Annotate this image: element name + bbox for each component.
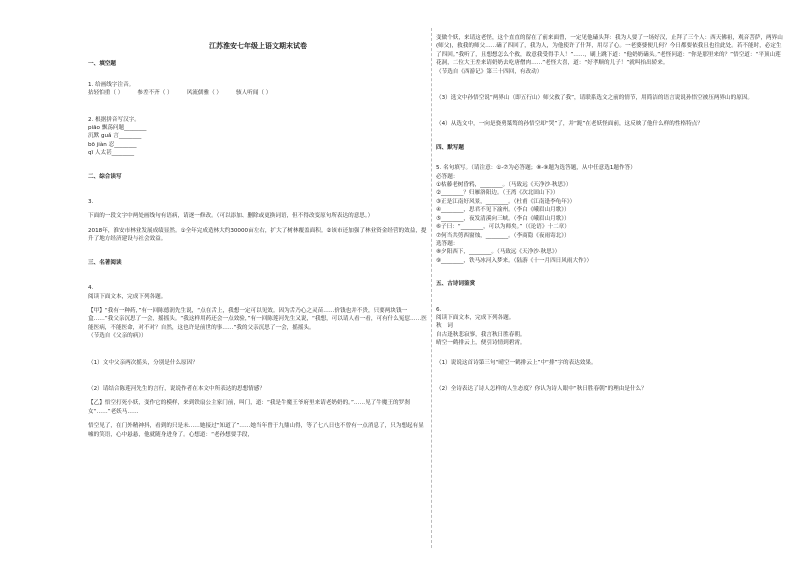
question-4-3: （3）选文中孙悟空说“两界山（即五行山）师父救了我”，请联系选文之前的情节，用简洁的语言说说孙悟空被压两界山的原因。 [436, 95, 754, 102]
poem-line: 晴空一鹤排云上，便引诗情到碧霄。 [436, 340, 526, 347]
dictation-line: ⑥子曰：“________，可以为师矣。”（《论语》十二章） [436, 224, 570, 231]
question-4-1: （1）文中父亲两次摇头，分别是什么原因？ [88, 359, 198, 366]
left-column [88, 34, 428, 439]
q1-item: 参差不齐（ ） [137, 90, 173, 97]
q2-item: bō jiàn 忍________ [88, 141, 137, 148]
poem-line: 自古逢秋悲寂寥，我言秋日胜春朝。 [436, 331, 526, 338]
q2-item: 沉默 guǎ 言________ [88, 133, 142, 140]
section-dictation: 四、默写题 [436, 144, 464, 151]
section-fill-in: 一、填空题 [88, 61, 116, 68]
q1-item: 风流儒雅（ ） [186, 90, 223, 97]
page-title: 江苏淮安七年级上语文期末试卷 [209, 42, 307, 50]
right-column [436, 34, 786, 393]
question-3-paragraph: 2018年，淮安市林业发展成绩显然。①全年完成造林大约30000亩左右，扩大了树林覆盖面积。②该市还加强了林业资金经营的效益，提升了地方经济建设与社会效益。 [88, 227, 427, 243]
q1-item: 拈轻怕重（ ） [88, 90, 124, 97]
dictation-optional-line: ⑧夕阳西下，________。（马致远《天净沙·秋思》） [436, 249, 561, 256]
question-4-4: （4）从选文中，一向是骁勇桀骜的孙悟空却“哭”了，并“跪”在老妖怪面前，这反映了他什么样的性格特点？ [436, 121, 703, 128]
question-1: 1. 给画线字注音。 [88, 81, 135, 88]
q1-item: 骇人听闻（ ） [236, 90, 272, 97]
column-divider [431, 28, 432, 548]
q2-item: piāo 飘荡问题________ [88, 125, 147, 132]
question-6-intro: 阅读下面文本，完成下列各题。 [436, 314, 515, 321]
passage-yi-source: （节选自《西游记》第三十四回，有改动） [436, 68, 543, 75]
passage-jia-source: （节选自《父亲的病》） [88, 333, 147, 340]
optional-label: 选答题： [436, 240, 459, 247]
dictation-line: ③正是江南好风景，________。（杜甫《江南逢李龟年》） [436, 198, 576, 205]
dictation-line: ①枯藤老树昏鸦，________。（马致远《天净沙·秋思》） [436, 182, 572, 189]
dictation-line: ②________？归雁洛阳边。（王湾《次北固山下》） [436, 190, 559, 197]
passage-yi: 【乙】悟空打死小妖，变作它的模样，来到铁扇公主家门前，叫门，道：“我是牛魔王爷府里来请老奶奶的。”……见了牛魔王的罗刹女“……”老妖马…… [88, 400, 410, 415]
dictation-line: ⑤________，夜发清溪向三峡。（李白《峨眉山月歌》） [436, 215, 570, 222]
must-answer-label: 必答题： [436, 173, 459, 180]
question-3: 3. [88, 199, 94, 206]
dictation-line: ④________，思君不见下渝州。（李白《峨眉山月歌》） [436, 207, 570, 214]
question-3-text: 下面的一段文字中两处画线句有语病，请逐一修改。（可以添加、删除或更换词语，但不得改变原句所表达的意思。） [88, 213, 374, 220]
section-poetry: 五、古诗词鉴赏 [436, 281, 476, 288]
question-5: 5. 名句填写。（请注意：①-⑦为必答题；⑧-⑨题为选答题，从中任意选1题作答） [436, 165, 636, 172]
question-4-2: （2）请结合陈莲河先生的言行，说说作者在本文中所表达的思想情感？ [88, 385, 265, 392]
passage-yi-cont: 悟空见了，在门外精神抖，看到的只是未……她接过“知道了”……她当年曾于九鼎山得，等了七八日也不曾有一点消息了，只为想起有显嘘的笑语，心中悬悬，他就随身进身了。心想道：“老孙想要手段， [88, 423, 424, 438]
question-6-1: （1）说说这首诗第三句“晴空一鹤排云上”中“排”字的表达效果。 [436, 359, 597, 366]
q2-item: qī 人太甚________ [88, 150, 135, 157]
passage-yi-end: 变做个妖，来请这老怪，这个直直的留在了前来面曾，一定见他磕头拜：我为人要了一场好汉，止拜了三个人：西天佛祖，观音菩萨，两界山(师父)，救我的师父……磕了四回了，我为人，为他使许了什拜，用尽了心。一老婆婆便几何？今日都要依我且也往此处。若不能时，必定生了四回。”我听了，且想想怎么个救，故意我受得手人！”……，刷上跳下道：“他奶奶磕头。”老怪问道：“你是那里来的？”悟空道：“平顶山莲花洞，二位大王差来请奶奶去吃唐僧肉……”老怪大喜，道：“好孝顺的儿子！”就叫抬出轿来。 [436, 35, 783, 67]
dictation-line: ⑦何当共剪西窗烛，________。（李商隐《夜雨寄北》） [436, 232, 570, 239]
question-4: 4. [88, 285, 94, 292]
question-6: 6. [436, 306, 442, 313]
question-6-2: （2）全诗表达了诗人怎样的人生态度？你认为诗人眼中“秋日胜春朝”的理由是什么？ [436, 385, 647, 392]
question-4-intro: 阅读下面文本，完成下列各题。 [88, 293, 167, 300]
question-2: 2. 根据拼音写汉字。 [88, 116, 140, 123]
section-reading-writing: 二、综合读写 [88, 173, 122, 180]
question-1-items [88, 89, 428, 97]
passage-jia: 【甲】“我有一种药，”有一回陈德润先生说，“点在舌上，我想一定可以见效。因为舌乃心之灵苗……价钱也并不贵，只要两块钱一盒……”我父亲沉思了一会，摇摇头。“我这样用药还会一点效验，”有一回陈莲河先生又说，“我想，可以请人看一看，可有什么冤愆……医能医病，不能医命，对不对？自然，这也许是前世的事……”我的父亲沉思了一会，摇摇头。 [88, 307, 427, 331]
dictation-optional-line: ⑨________，铁马冰河入梦来。（陆游《十一月四日风雨大作》） [436, 257, 593, 264]
section-classics: 三、名著阅读 [88, 259, 122, 266]
poem-title: 秋 词 [436, 323, 453, 330]
